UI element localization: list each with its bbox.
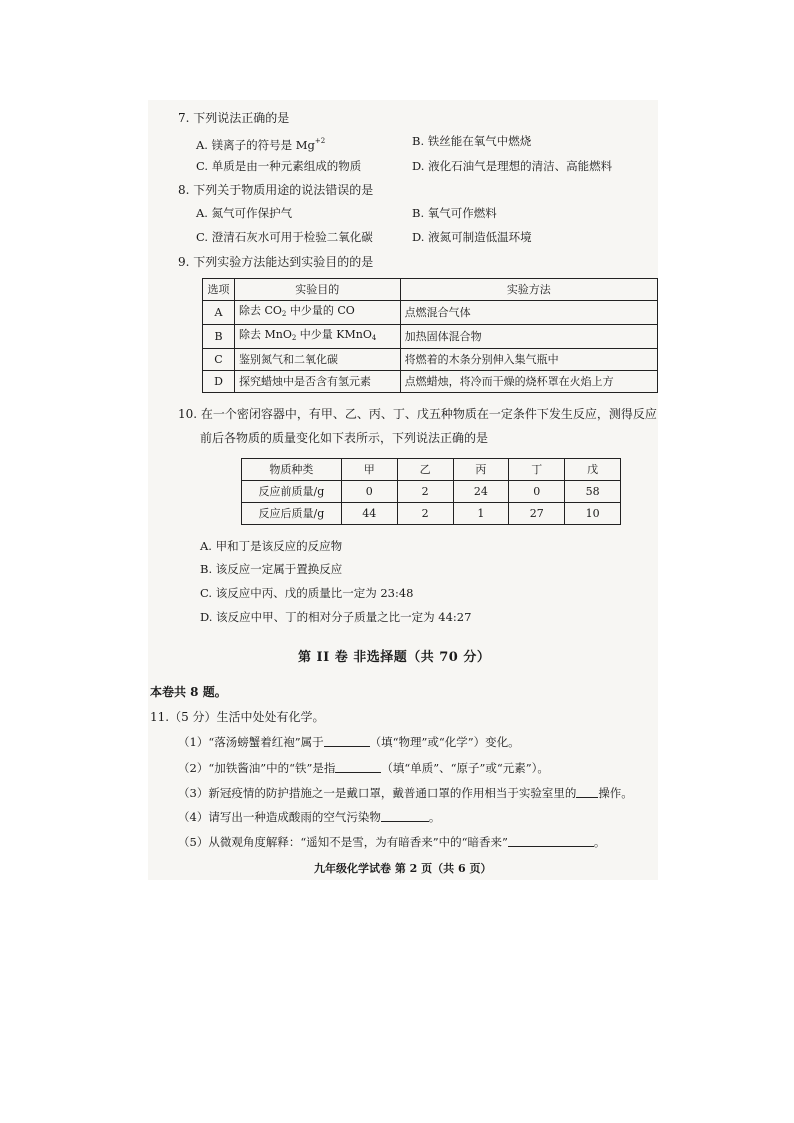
answer-blank[interactable] bbox=[335, 761, 381, 773]
q11-sub1: （1）“落汤螃蟹着红袍”属于 （填“物理”或“化学”）变化。 bbox=[178, 735, 520, 749]
q10-cell: 2 bbox=[397, 481, 453, 503]
q9-row-method: 点燃混合气体 bbox=[400, 301, 657, 325]
table-row bbox=[242, 481, 621, 503]
q8-option-b: B. 氧气可作燃料 bbox=[412, 206, 497, 220]
q10-cell: 0 bbox=[341, 481, 397, 503]
q11-sub3: （3）新冠疫情的防护措施之一是戴口罩，戴普通口罩的作用相当于实验室里的 操作。 bbox=[178, 786, 633, 800]
q10-table-header bbox=[242, 459, 621, 481]
q9-row-option: C bbox=[203, 349, 235, 371]
q9-row-method: 将燃着的木条分别伸入集气瓶中 bbox=[400, 349, 657, 371]
table-row bbox=[203, 371, 658, 393]
q9-row-option: A bbox=[203, 301, 235, 325]
q10-cell: 24 bbox=[453, 481, 509, 503]
q10-option-b: B. 该反应一定属于置换反应 bbox=[200, 562, 343, 576]
table-row bbox=[242, 503, 621, 525]
answer-blank[interactable] bbox=[508, 835, 594, 847]
answer-blank[interactable] bbox=[381, 810, 429, 822]
q10-cell: 44 bbox=[341, 503, 397, 525]
q8-stem: 8. 下列关于物质用途的说法错误的是 bbox=[178, 183, 374, 197]
q10-option-a: A. 甲和丁是该反应的反应物 bbox=[200, 539, 343, 553]
answer-blank[interactable] bbox=[324, 735, 370, 747]
table-row bbox=[203, 349, 658, 371]
q10-option-c: C. 该反应中丙、戊的质量比一定为 23:48 bbox=[200, 586, 414, 600]
q8-option-c: C. 澄清石灰水可用于检验二氧化碳 bbox=[196, 230, 373, 244]
q10-stem-line2: 前后各物质的质量变化如下表所示，下列说法正确的是 bbox=[200, 431, 489, 445]
q10-cell: 反应前质量/g bbox=[242, 481, 342, 503]
q8-option-a: A. 氮气可作保护气 bbox=[196, 206, 293, 220]
q11-sub5: （5）从微观角度解释：“遥知不是雪，为有暗香来”中的“暗香来” 。 bbox=[178, 835, 606, 849]
q7-option-d: D. 液化石油气是理想的清洁、高能燃料 bbox=[412, 159, 613, 173]
q10-header-cell: 物质种类 bbox=[242, 459, 342, 481]
q9-row-purpose: 鉴别氮气和二氧化碳 bbox=[234, 349, 400, 371]
q7-stem: 7. 下列说法正确的是 bbox=[178, 111, 290, 125]
q11-stem: 11.（5 分）生活中处处有化学。 bbox=[150, 710, 325, 724]
q9-header-option: 选项 bbox=[203, 279, 235, 301]
q10-cell: 58 bbox=[565, 481, 621, 503]
q9-row-purpose: 除去 MnO$_2$ 中少量 KMnO$_4$ bbox=[234, 325, 400, 349]
q10-cell: 反应后质量/g bbox=[242, 503, 342, 525]
q10-header-cell: 戊 bbox=[565, 459, 621, 481]
q10-option-d: D. 该反应中甲、丁的相对分子质量之比一定为 44:27 bbox=[200, 610, 472, 624]
q9-row-option: D bbox=[203, 371, 235, 393]
q10-table bbox=[241, 458, 621, 525]
q9-row-method: 点燃蜡烛，将冷而干燥的烧杯罩在火焰上方 bbox=[400, 371, 657, 393]
q10-header-cell: 丙 bbox=[453, 459, 509, 481]
q9-header-method: 实验方法 bbox=[400, 279, 657, 301]
section-title: 第 II 卷 非选择题（共 70 分） bbox=[298, 650, 491, 665]
q9-stem: 9. 下列实验方法能达到实验目的的是 bbox=[178, 255, 374, 269]
table-row bbox=[203, 325, 658, 349]
q10-header-cell: 乙 bbox=[397, 459, 453, 481]
q11-sub4: （4）请写出一种造成酸雨的空气污染物 。 bbox=[178, 810, 441, 824]
q10-cell: 1 bbox=[453, 503, 509, 525]
answer-blank[interactable] bbox=[576, 786, 598, 798]
q11-sub2: （2）“加铁酱油”中的“铁”是指 （填“单质”、“原子”或“元素”）。 bbox=[178, 761, 549, 775]
page-footer: 九年级化学试卷 第 2 页（共 6 页） bbox=[314, 862, 492, 875]
section-note: 本卷共 8 题。 bbox=[150, 685, 227, 699]
q7-option-a: A. 镁离子的符号是 $Mg^{+2}$ bbox=[196, 137, 326, 152]
q7-option-c: C. 单质是由一种元素组成的物质 bbox=[196, 159, 362, 173]
q9-row-method: 加热固体混合物 bbox=[400, 325, 657, 349]
q9-row-purpose: 探究蜡烛中是否含有氢元素 bbox=[234, 371, 400, 393]
q10-cell: 2 bbox=[397, 503, 453, 525]
q8-option-d: D. 液氮可制造低温环境 bbox=[412, 230, 532, 244]
q7-option-b: B. 铁丝能在氧气中燃烧 bbox=[412, 134, 532, 148]
q10-stem-line1: 10. 在一个密闭容器中，有甲、乙、丙、丁、戊五种物质在一定条件下发生反应，测得反应 bbox=[178, 407, 657, 421]
q9-table-header bbox=[203, 279, 658, 301]
q10-cell: 27 bbox=[509, 503, 565, 525]
q10-header-cell: 丁 bbox=[509, 459, 565, 481]
q10-cell: 10 bbox=[565, 503, 621, 525]
table-row bbox=[203, 301, 658, 325]
q9-row-purpose: 除去 $CO_2$ 中少量的 CO bbox=[234, 301, 400, 325]
q9-row-option: B bbox=[203, 325, 235, 349]
q9-table bbox=[202, 278, 658, 393]
q9-header-purpose: 实验目的 bbox=[234, 279, 400, 301]
q10-header-cell: 甲 bbox=[341, 459, 397, 481]
q10-cell: 0 bbox=[509, 481, 565, 503]
